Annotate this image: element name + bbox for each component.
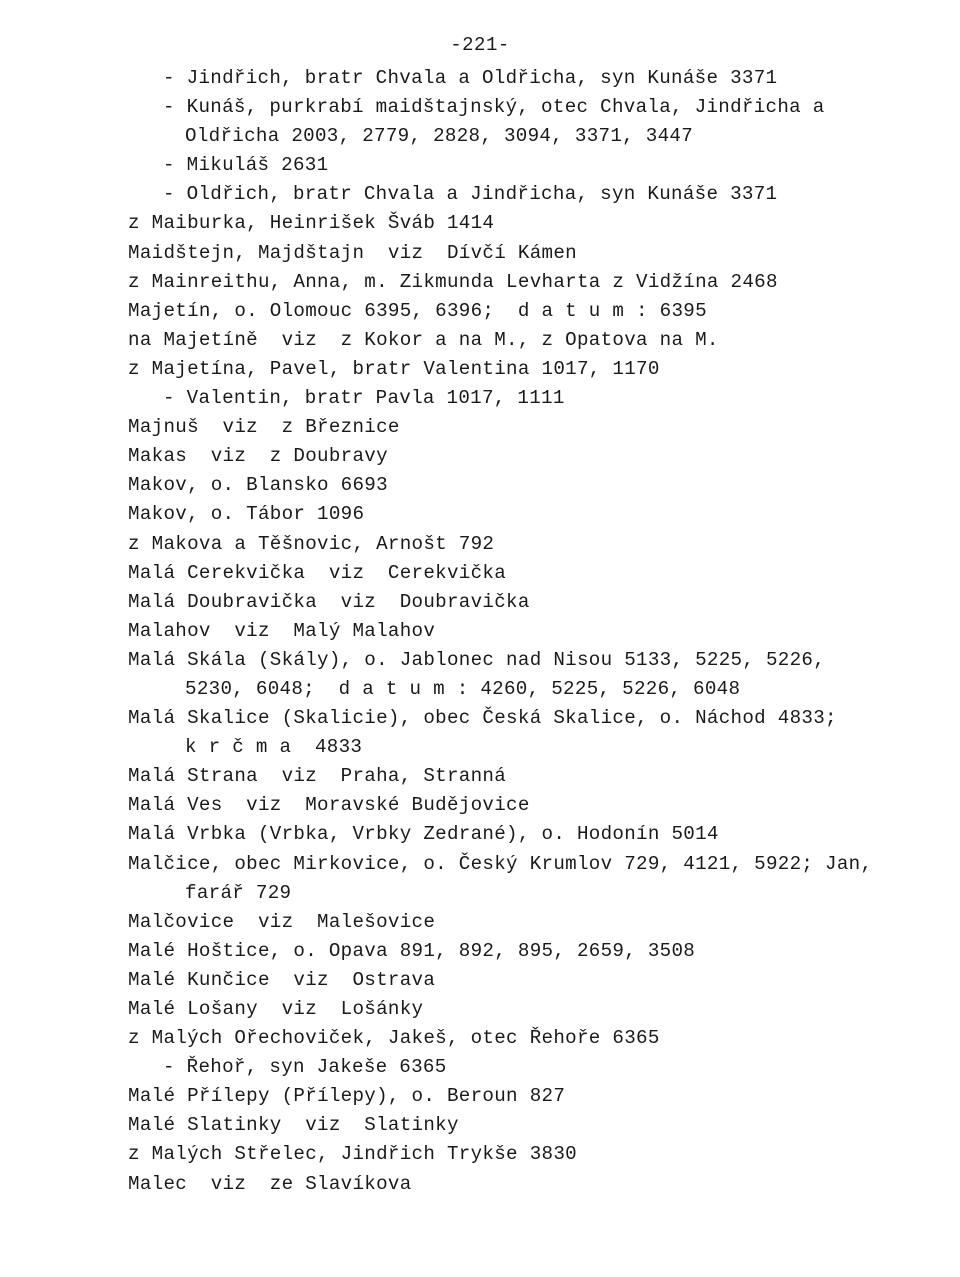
index-entry-line: z Majetína, Pavel, bratr Valentina 1017, 1170 [128,357,660,380]
index-entry-line: Malá Skalice (Skalicie), obec Česká Skalice, o. Náchod 4833; [128,707,837,730]
index-entry-line: - Kunáš, purkrabí maidštajnský, otec Chvala, Jindřicha a [163,96,825,119]
index-entry-line: Malé Hoštice, o. Opava 891, 892, 895, 2659, 3508 [128,939,696,962]
index-entry-line: Malé Lošany viz Lošánky [128,998,424,1020]
index-entry-line: 5230, 6048; d a t u m : 4260, 5225, 5226, 6048 [185,677,741,700]
index-entry-line: Makov, o. Blansko 6693 [128,474,388,497]
index-entry-line: Makas viz z Doubravy [128,445,388,468]
index-entry-line: - Oldřich, bratr Chvala a Jindřicha, syn Kunáše 3371 [163,183,778,206]
index-entry-line: Oldřicha 2003, 2779, 2828, 3094, 3371, 3447 [185,125,694,148]
index-entry-line: Malahov viz Malý Malahov [128,619,436,642]
page-number: -221- [450,34,510,56]
index-entry-line: Malé Kunčice viz Ostrava [128,968,436,991]
index-entry-line: Maidštejn, Majdštajn viz Dívčí Kámen [128,241,577,264]
index-entry-line: Malá Cerekvička viz Cerekvička [128,561,507,584]
index-entry-line: Majnuš viz z Březnice [128,416,400,439]
index-entry-line: Malčovice viz Malešovice [128,910,436,933]
index-entry-line: - Řehoř, syn Jakeše 6365 [163,1056,447,1079]
index-entry-line: Majetín, o. Olomouc 6395, 6396; d a t u m : 6395 [128,299,707,322]
index-entry-line: k r č m a 4833 [185,736,363,759]
index-entry-line: - Mikuláš 2631 [163,154,329,177]
index-entry-line: Malá Doubravička viz Doubravička [128,590,530,613]
index-entry-line: Malé Přílepy (Přílepy), o. Beroun 827 [128,1085,566,1108]
index-entry-line: Malá Ves viz Moravské Budějovice [128,794,530,817]
index-entry-line: z Makova a Těšnovic, Arnošt 792 [128,532,495,555]
index-entry-line: Malá Skála (Skály), o. Jablonec nad Nisou 5133, 5225, 5226, [128,648,826,671]
index-entry-line: Malá Strana viz Praha, Stranná [128,765,507,788]
index-entry-line: Malé Slatinky viz Slatinky [128,1114,459,1137]
index-entry-line: na Majetíně viz z Kokor a na M., z Opatova na M. [128,328,719,351]
index-entry-line: Malá Vrbka (Vrbka, Vrbky Zedrané), o. Hodonín 5014 [128,823,719,846]
index-entry-line: Malec viz ze Slavíkova [128,1172,412,1195]
index-entry-line: - Valentin, bratr Pavla 1017, 1111 [163,387,565,410]
index-entries [128,64,928,1199]
index-entry-line: z Maiburka, Heinrišek Šváb 1414 [128,212,495,235]
index-entry-line: z Malých Střelec, Jindřich Trykše 3830 [128,1143,577,1166]
index-entry-line: farář 729 [185,881,292,904]
index-entry-line: - Jindřich, bratr Chvala a Oldřicha, syn Kunáše 3371 [163,67,778,89]
index-entry-line: Makov, o. Tábor 1096 [128,503,365,526]
index-entry-line: Malčice, obec Mirkovice, o. Český Krumlov 729, 4121, 5922; Jan, [128,852,873,875]
index-entry-line: z Mainreithu, Anna, m. Zikmunda Levharta z Vidžína 2468 [128,270,778,293]
index-entry-line: z Malých Ořechoviček, Jakeš, otec Řehoře 6365 [128,1027,660,1050]
